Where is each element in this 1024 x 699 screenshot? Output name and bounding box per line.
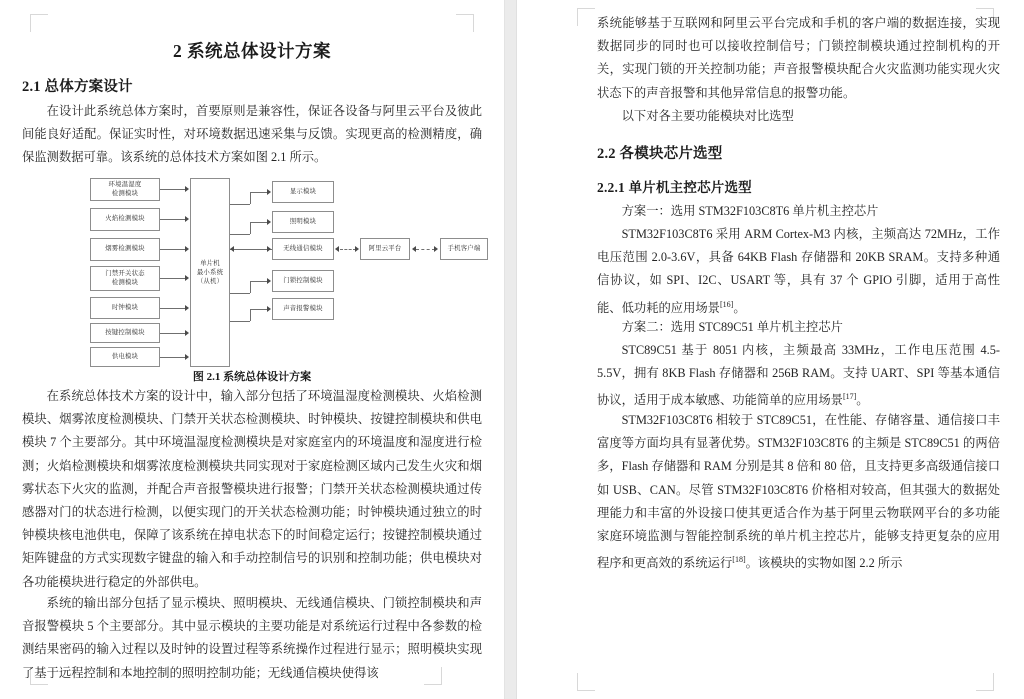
citation-ref-17: [17] bbox=[842, 392, 857, 402]
connector-wireless bbox=[230, 249, 272, 250]
citation-ref-18: [18] bbox=[732, 555, 746, 565]
paragraph-stc89c51-specs bbox=[597, 339, 1000, 413]
connector-temp-humidity bbox=[160, 189, 185, 190]
arrow-smoke bbox=[185, 246, 189, 252]
arrow-lighting bbox=[267, 219, 271, 225]
connector-display-vert bbox=[250, 192, 251, 204]
diagram-box-lighting: 照明模块 bbox=[272, 211, 334, 233]
section-heading-2-2: 2.2 各模块芯片选型 bbox=[597, 146, 723, 162]
diagram-box-clock: 时钟模块 bbox=[90, 297, 160, 319]
arrow-wireless-from-cloud bbox=[335, 246, 339, 252]
paragraph-stm32-specs bbox=[597, 223, 1000, 320]
citation-ref-16: [16] bbox=[719, 299, 734, 309]
diagram-box-keypad: 按键控制模块 bbox=[90, 323, 160, 343]
crop-mark-bottom-left bbox=[577, 673, 595, 691]
connector-smoke bbox=[160, 249, 185, 250]
paragraph-system-connectivity: 系统能够基于互联网和阿里云平台完成和手机的客户端的数据连接，实现数据同步的同时也可以接收控制信号；门锁控制模块通过控制机构的开关，实现门锁的开关控制功能；声音报警模块配合火灾监测功能实现火灾状态下的声音报警和其他异常信息的报警功能。 bbox=[597, 16, 1000, 100]
paragraph-chip-comparison-text: STM32F103C8T6 相较于 STC89C51，在性能、存储容量、通信接口丰富度等方面均具有显著优势。STM32F103C8T6 的主频是 STC89C51 的两倍多，Flash 存储器和 RAM 分别是其 8 倍和 80 倍，且支持更多高级通信接口如 USB、CAN。尽管 STM32F103C8T6 价格相对较高，但其强大的数据处理能力和丰富的外设接口使其更适合作为基于阿里云物联网平台的多功能家庭环境监测与智能控制系统的单片机主控芯片，能够支持更复杂的应用程序和更高效的系统运行 bbox=[597, 413, 1000, 571]
subsection-heading-2-2-1: 2.2.1 单片机主控芯片选型 bbox=[597, 180, 752, 195]
crop-mark-bottom-right bbox=[976, 673, 994, 691]
arrow-display bbox=[267, 189, 271, 195]
figure-2-1-block-diagram bbox=[82, 178, 481, 360]
page-title: 2 系统总体设计方案 bbox=[172, 41, 332, 61]
connector-keypad bbox=[160, 333, 185, 334]
page-gutter bbox=[504, 0, 517, 699]
arrow-temp-humidity bbox=[185, 186, 189, 192]
connector-display bbox=[250, 192, 267, 193]
page-left bbox=[0, 0, 504, 699]
diagram-box-door-status: 门禁开关状态 检测模块 bbox=[90, 266, 160, 291]
crop-mark-top-left bbox=[577, 8, 595, 26]
paragraph-module-comparison-intro: 以下对各主要功能模块对比选型 bbox=[621, 109, 794, 123]
connector-door-status bbox=[160, 278, 185, 279]
arrow-door-lock bbox=[267, 278, 271, 284]
diagram-box-power: 供电模块 bbox=[90, 347, 160, 367]
paragraph-stm32-specs-end: 。 bbox=[733, 300, 746, 315]
diagram-box-flame: 火焰检测模块 bbox=[90, 208, 160, 231]
crop-mark-top-left bbox=[30, 14, 48, 32]
arrow-wireless-in bbox=[267, 246, 271, 252]
arrow-door-status bbox=[185, 275, 189, 281]
crop-mark-top-right bbox=[456, 14, 474, 32]
diagram-box-alarm: 声音报警模块 bbox=[272, 298, 334, 320]
diagram-box-wireless: 无线通信模块 bbox=[272, 238, 334, 260]
arrow-cloud-from-phone bbox=[412, 246, 416, 252]
connector-lighting bbox=[250, 222, 267, 223]
paragraph-stm32-specs-text: STM32F103C8T6 采用 ARM Cortex-M3 内核，主频高达 72MHz，工作电压范围 2.0-3.6V，具备 64KB Flash 存储器和 20KB SRAM。支持多种通信协议，如 SPI、I2C、USART 等，具有 37 个 GPIO 引脚，适用于高性能、低功耗的应用场景 bbox=[597, 227, 1000, 315]
arrow-alarm bbox=[267, 306, 271, 312]
diagram-box-mcu: 单片机 最小系统 （从机） bbox=[190, 178, 230, 367]
section-heading-2-1: 2.1 总体方案设计 bbox=[22, 79, 133, 95]
connector-alarm-stub bbox=[230, 321, 250, 322]
paragraph-stc89c51-specs-end: 。 bbox=[856, 393, 869, 408]
diagram-box-display: 显示模块 bbox=[272, 181, 334, 203]
arrow-power bbox=[185, 354, 189, 360]
diagram-box-smoke: 烟雾检测模块 bbox=[90, 238, 160, 261]
connector-alarm bbox=[250, 309, 267, 310]
paragraph-stc89c51-specs-text: STC89C51 基于 8051 内核，主频最高 33MHz，工作电压范围 4.5-5.5V，拥有 8KB Flash 存储器和 256B RAM。支持 UART、SPI 等基本通信协议，适用于成本敏感、功能简单的应用场景 bbox=[597, 343, 1000, 408]
diagram-box-phone-client: 手机客户端 bbox=[440, 238, 488, 260]
arrow-flame bbox=[185, 216, 189, 222]
connector-wireless-cloud bbox=[340, 249, 356, 250]
connector-door-lock-vert bbox=[250, 281, 251, 293]
paragraph-option-two: 方案二：选用 STC89C51 单片机主控芯片 bbox=[621, 320, 843, 334]
diagram-box-aliyun-platform: 阿里云平台 bbox=[360, 238, 410, 260]
arrow-keypad bbox=[185, 330, 189, 336]
arrow-phone-in bbox=[434, 246, 438, 252]
connector-door-lock-stub bbox=[230, 293, 250, 294]
page-right bbox=[517, 0, 1024, 699]
paragraph-overall-design: 在设计此系统总体方案时，首要原则是兼容性，保证各设备与阿里云平台及彼此间能良好适配。保证实时性，对环境数据迅速采集与反馈。实现更高的检测精度，确保监测数据可靠。该系统的总体技术方案如图 2.1 所示。 bbox=[22, 104, 482, 165]
connector-lighting-stub bbox=[230, 234, 250, 235]
arrow-clock bbox=[185, 305, 189, 311]
connector-clock bbox=[160, 308, 185, 309]
paragraph-chip-comparison bbox=[597, 409, 1000, 576]
connector-lighting-vert bbox=[250, 222, 251, 234]
paragraph-input-modules: 在系统总体技术方案的设计中，输入部分包括了环境温湿度检测模块、火焰检测模块、烟雾浓度检测模块、门禁开关状态检测模块、时钟模块、按键控制模块和供电模块 7 个主要部分。其中环境温湿度检测模块是对家庭室内的环境温度和湿度进行检测；火焰检测模块和烟雾浓度检测模块共同实现对于家庭检测区域内己发生火灾和烟雾状态下火灾的监测，并配合声音报警模块进行报警；门禁开关状态检测模块通过传感器对门的状态进行检测，以便实现门的开关状态检测功能；时钟模块通过独立的时钟模块核电池供电，保障了该系统在掉电状态下的时间稳定运行；按键控制模块通过矩阵键盘的方式实现数字键盘的输入和手动控制信号的识别和控制功能；供电模块对各功能模块进行稳定的外部供电。 bbox=[22, 389, 482, 589]
connector-power bbox=[160, 357, 185, 358]
diagram-box-temp-humidity: 环境温湿度 检测模块 bbox=[90, 178, 160, 201]
connector-display-stub bbox=[230, 204, 250, 205]
paragraph-chip-comparison-end: 。该模块的实物如图 2.2 所示 bbox=[745, 556, 903, 571]
paragraph-output-modules: 系统的输出部分包括了显示模块、照明模块、无线通信模块、门锁控制模块和声音报警模块 5 个主要部分。其中显示模块的主要功能是对系统运行过程中各参数的检测结果密码的输入过程以及时钟的设置过程等系统操作过程进行显示；照明模块实现了基于远程控制和本地控制的照明控制功能；无线通信模块使得该 bbox=[22, 596, 482, 680]
connector-flame bbox=[160, 219, 185, 220]
figure-caption-2-1: 图 2.1 系统总体设计方案 bbox=[192, 371, 312, 383]
arrow-wireless-out bbox=[230, 246, 234, 252]
diagram-box-door-lock: 门锁控制模块 bbox=[272, 270, 334, 292]
connector-cloud-phone bbox=[416, 249, 435, 250]
paragraph-option-one: 方案一：选用 STM32F103C8T6 单片机主控芯片 bbox=[621, 204, 879, 218]
connector-alarm-vert bbox=[250, 309, 251, 321]
connector-door-lock bbox=[250, 281, 267, 282]
arrow-cloud-in bbox=[355, 246, 359, 252]
